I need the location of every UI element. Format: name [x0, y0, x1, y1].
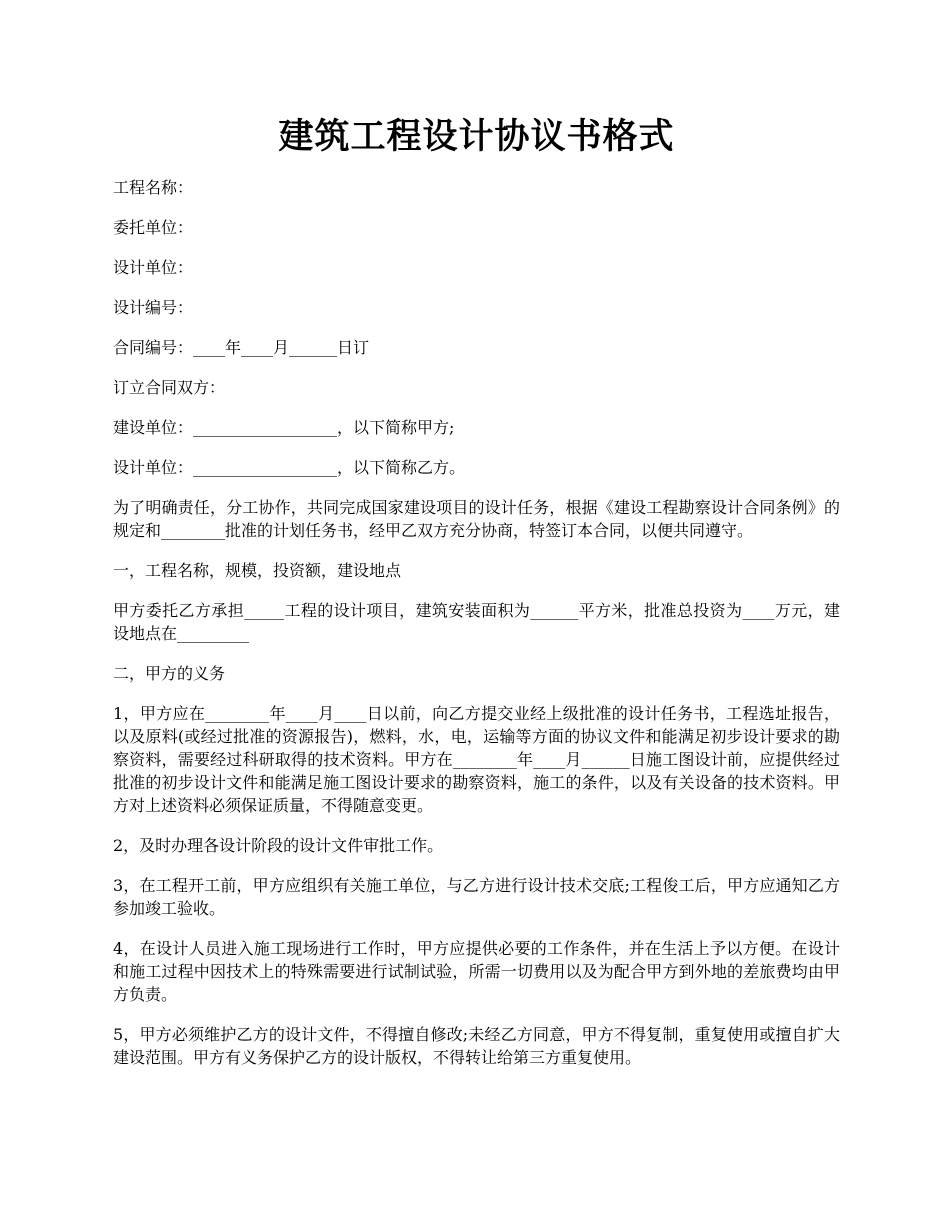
section-1-paragraph: 甲方委托乙方承担_____工程的设计项目，建筑安装面积为______平方米，批准总投资为____万元，建设地点在_________: [113, 601, 840, 643]
section-heading-2: 二，甲方的义务: [113, 664, 226, 683]
field-project-name: 工程名称：: [113, 178, 194, 197]
document-title: 建筑工程设计协议书格式: [278, 116, 675, 157]
clause-4: 4，在设计人员进入施工现场进行工作时，甲方应提供必要的工作条件，并在生活上予以方便。在设计和施工过程中因技术上的特殊需要进行试制试验，所需一切费用以及为配合甲方到外地的差旅费均由甲方负责。: [113, 939, 840, 1004]
field-design-unit: 设计单位：: [113, 258, 194, 277]
contract-fields: [113, 176, 840, 479]
section-heading-1: 一，工程名称，规模，投资额，建设地点: [113, 561, 402, 580]
clause-5: 5，甲方必须维护乙方的设计文件，不得擅自修改;未经乙方同意，甲方不得复制，重复使用或擅自扩大建设范围。甲方有义务保护乙方的设计版权，不得转让给第三方重复使用。: [113, 1025, 840, 1067]
field-contract-number: 合同编号：____年____月______日订: [113, 338, 370, 357]
field-party-a: 建设单位：__________________，以下简称甲方;: [113, 418, 455, 437]
field-parties: 订立合同双方：: [113, 378, 226, 397]
clause-1: 1，甲方应在________年____月____日以前，向乙方提交业经上级批准的设计任务书，工程选址报告，以及原料(或经过批准的资源报告)，燃料，水，电，运输等方面的协议文件和能满足初步设计要求的勘察资料，需要经过科研取得的技术资料。甲方在________年____月______日施工图设计前，应提供经过批准的初步设计文件和能满足施工图设计要求的勘察资料，施工的条件，以及有关设备的技术资料。甲方对上述资料必须保证质量，不得随意变更。: [113, 704, 840, 815]
clause-2: 2，及时办理各设计阶段的设计文件审批工作。: [113, 836, 444, 855]
contract-body: [113, 496, 840, 1069]
preamble-paragraph: 为了明确责任，分工协作，共同完成国家建设项目的设计任务，根据《建设工程勘察设计合同条例》的规定和________批准的计划任务书，经甲乙双方充分协商，特签订本合同，以便共同遵守。: [113, 498, 840, 540]
document-page: [113, 0, 840, 1069]
field-client-unit: 委托单位：: [113, 218, 194, 237]
field-party-b: 设计单位：__________________，以下简称乙方。: [113, 458, 466, 477]
clause-3: 3，在工程开工前，甲方应组织有关施工单位，与乙方进行设计技术交底;工程俊工后，甲方应通知乙方参加竣工验收。: [113, 876, 840, 918]
field-design-number: 设计编号：: [113, 298, 194, 317]
